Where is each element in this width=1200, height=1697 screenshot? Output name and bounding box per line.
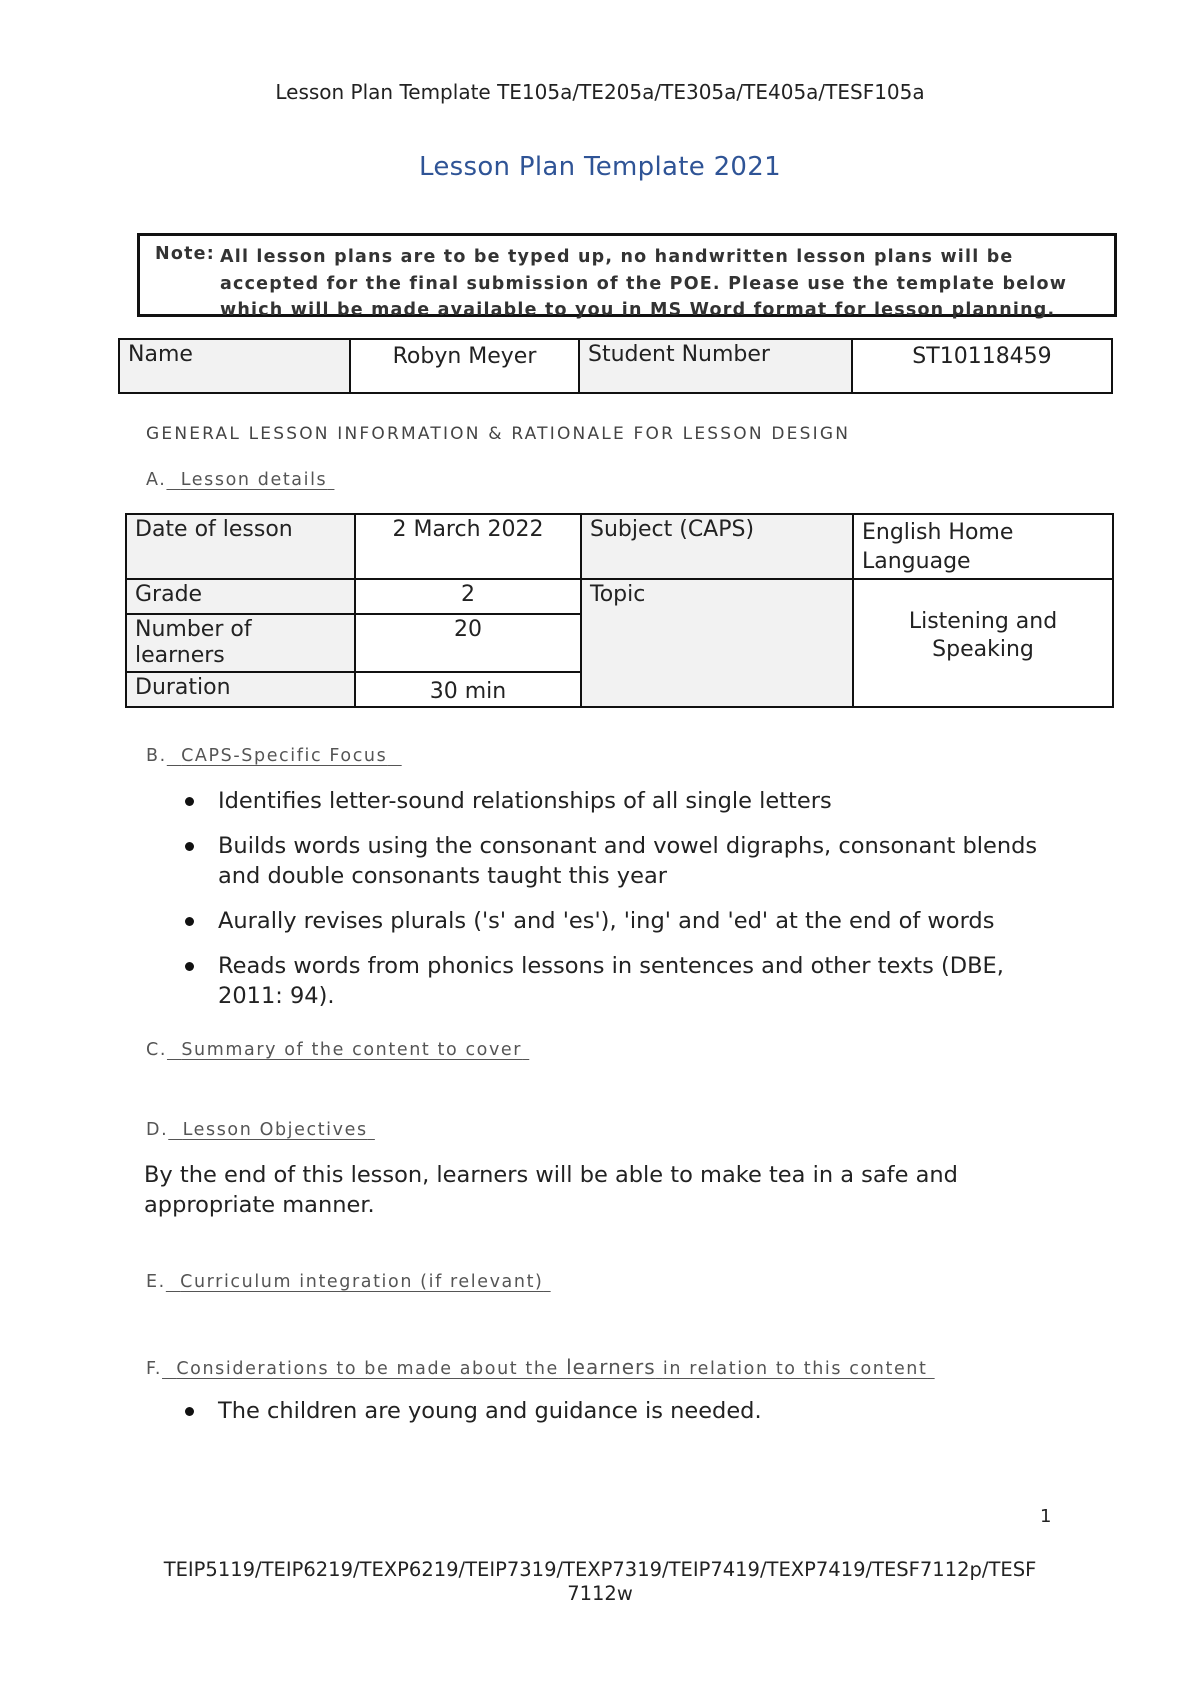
section-d-letter: D.	[146, 1120, 169, 1140]
date-label: Date of lesson	[126, 514, 355, 579]
caps-focus-list	[218, 786, 1068, 1026]
section-d-title	[168, 1120, 375, 1140]
list-item	[218, 1396, 1068, 1426]
section-f-title-start: Considerations to be made about the	[176, 1359, 559, 1379]
topic-value: Listening and Speaking	[853, 579, 1113, 707]
name-value: Robyn Meyer	[350, 339, 579, 393]
subject-value: English Home Language	[853, 514, 1113, 579]
grade-value: 2	[355, 579, 581, 614]
section-b-title-text: CAPS-Specific Focus	[181, 746, 388, 766]
footer-line-2: 7112w	[567, 1582, 633, 1605]
footer-line-1: TEIP5119/TEIP6219/TEXP6219/TEIP7319/TEXP7319/TEIP7419/TEXP7419/TESF7112p/TESF	[163, 1558, 1037, 1581]
duration-label: Duration	[126, 672, 355, 707]
section-f-letter: F.	[146, 1359, 163, 1379]
student-number-value: ST10118459	[852, 339, 1112, 393]
section-b-heading	[146, 746, 402, 766]
list-item	[218, 786, 1068, 816]
grade-label: Grade	[126, 579, 355, 614]
section-e-title-text: Curriculum integration (if relevant)	[180, 1272, 544, 1292]
student-number-label: Student Number	[579, 339, 852, 393]
page-title: Lesson Plan Template 2021	[419, 152, 781, 182]
section-b-title	[167, 746, 402, 766]
bullet-icon	[185, 1407, 194, 1416]
bullet-icon	[185, 842, 194, 851]
section-f-title-mid: learners	[566, 1355, 656, 1379]
section-a-letter: A.	[146, 470, 167, 490]
section-f-title-end: in relation to this content	[662, 1359, 928, 1379]
list-item	[218, 951, 1068, 1011]
student-info-table	[118, 338, 1113, 394]
section-c-title-text: Summary of the content to cover	[181, 1040, 523, 1060]
section-b-letter: B.	[146, 746, 167, 766]
duration-value: 30 min	[355, 672, 581, 707]
note-box	[137, 233, 1117, 320]
list-item-text: Aurally revises plurals ('s' and 'es'), 'ing' and 'ed' at the end of words	[218, 908, 995, 934]
list-item	[218, 906, 1068, 936]
running-footer	[0, 1558, 1200, 1606]
list-item-text: Identifies letter-sound relationships of all single letters	[218, 788, 832, 814]
general-heading: GENERAL LESSON INFORMATION & RATIONALE FOR LESSON DESIGN	[146, 424, 851, 444]
list-item-text: The children are young and guidance is needed.	[218, 1398, 762, 1424]
list-item	[218, 831, 1068, 891]
section-c-title	[167, 1040, 529, 1060]
section-d-title-text: Lesson Objectives	[182, 1120, 368, 1140]
bullet-icon	[185, 962, 194, 971]
topic-label: Topic	[581, 579, 853, 707]
considerations-list	[218, 1396, 1068, 1441]
section-f-title	[162, 1355, 935, 1379]
section-a-title-text: Lesson details	[180, 470, 328, 490]
section-a-heading	[146, 470, 334, 490]
name-label: Name	[119, 339, 350, 393]
learners-label: Number of learners	[126, 614, 355, 672]
objectives-text: By the end of this lesson, learners will be able to make tea in a safe and appropriate manner.	[144, 1162, 958, 1218]
section-e-heading	[146, 1272, 551, 1292]
section-f-heading	[146, 1355, 935, 1379]
list-item-text: Builds words using the consonant and vowel digraphs, consonant blends and double consonants taught this year	[218, 833, 1038, 889]
note-text: All lesson plans are to be typed up, no handwritten lesson plans will be accepted for the final submission of the POE. Please use the template below which will be made available to you in MS Word format for lesson planning.	[220, 247, 1068, 320]
list-item-text: Reads words from phonics lessons in sentences and other texts (DBE, 2011: 94).	[218, 953, 1004, 1009]
learners-value: 20	[355, 614, 581, 672]
section-a-title	[166, 470, 334, 490]
bullet-icon	[185, 917, 194, 926]
section-e-title	[166, 1272, 551, 1292]
date-value: 2 March 2022	[355, 514, 581, 579]
subject-label: Subject (CAPS)	[581, 514, 853, 579]
section-d-heading	[146, 1120, 375, 1140]
section-c-letter: C.	[146, 1040, 167, 1060]
section-e-letter: E.	[146, 1272, 166, 1292]
bullet-icon	[185, 797, 194, 806]
note-label: Note:	[155, 244, 215, 264]
page-number: 1	[1040, 1506, 1052, 1527]
section-c-heading	[146, 1040, 529, 1060]
running-header: Lesson Plan Template TE105a/TE205a/TE305a/TE405a/TESF105a	[275, 80, 925, 104]
lesson-details-table	[125, 513, 1114, 708]
